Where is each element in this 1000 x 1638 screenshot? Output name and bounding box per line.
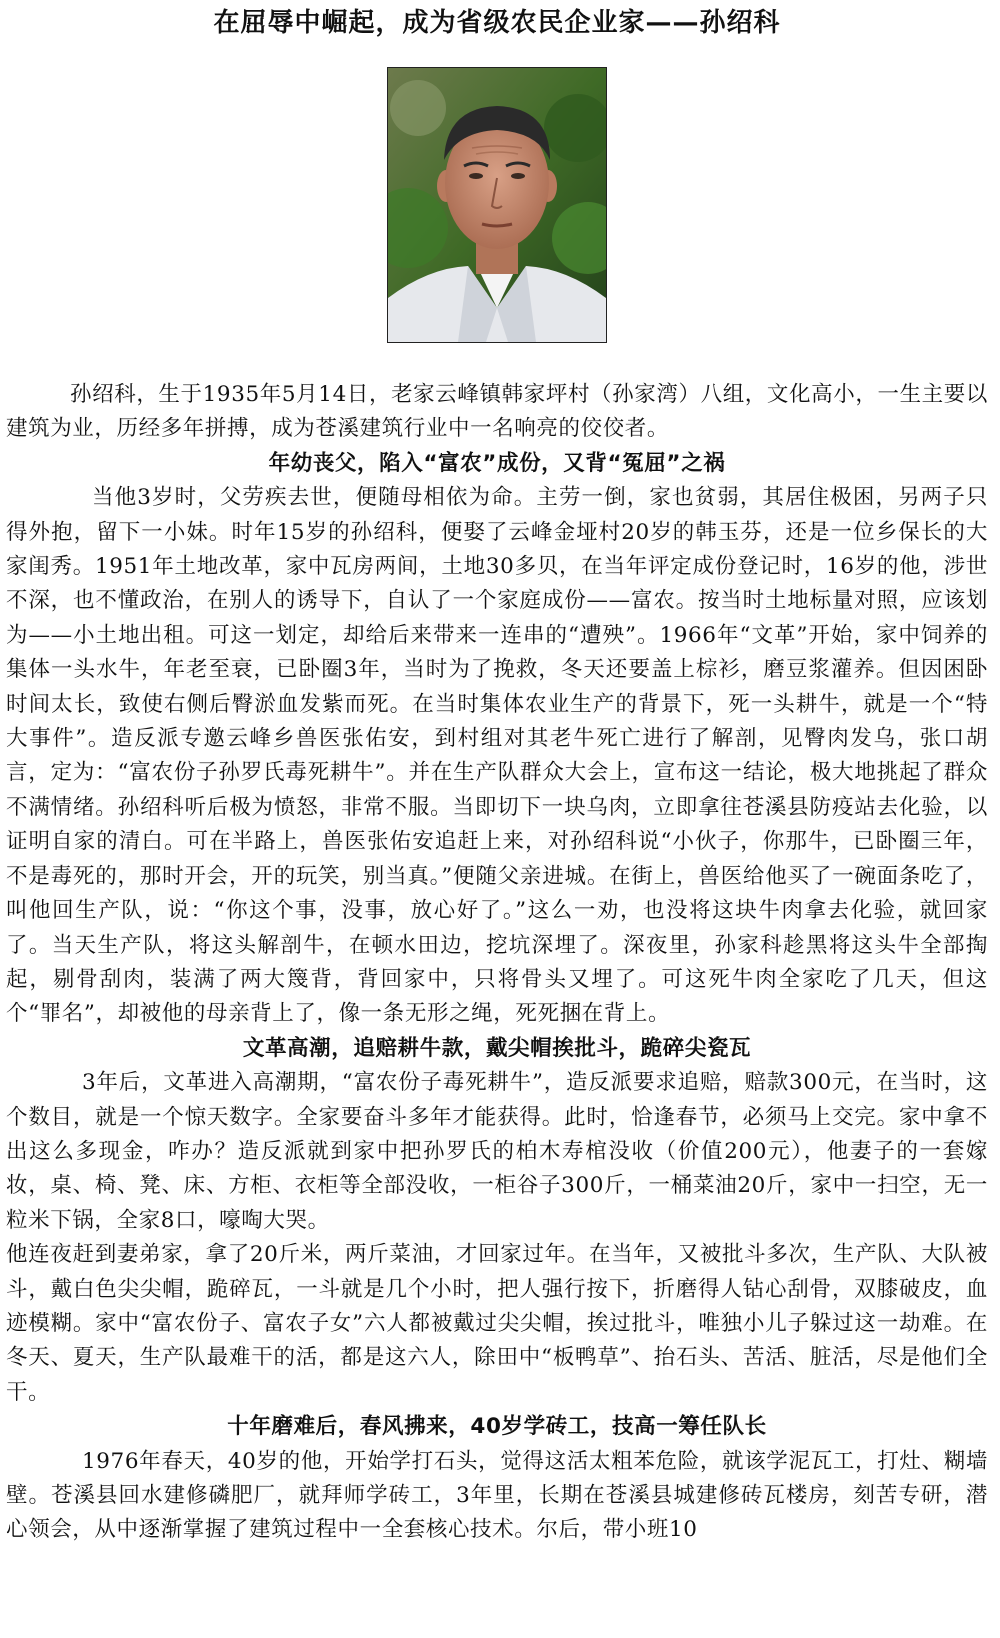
article-body [6, 378, 988, 1548]
section-heading: 文革高潮，追赔耕牛款，戴尖帽挨批斗，跪碎尖瓷瓦 [242, 1035, 752, 1061]
section-heading: 十年磨难后，春风拂来，40岁学砖工，技高一筹任队长 [227, 1414, 767, 1440]
section-paragraph: 当他3岁时，父劳疾去世，便随母相依为命。主劳一倒，家也贫弱，其居住极困，另两子只得外抱，留下一小妹。时年15岁的孙绍科，便娶了云峰金垭村20岁的韩玉芬，还是一位乡保长的大家闺秀。1951年土地改革，家中瓦房两间，土地30多贝，在当年评定成份登记时，16岁的他，涉世不深，也不懂政治，在别人的诱导下，自认了一个家庭成份——富农。按当时土地标量对照，应该划为——小土地出租。可这一划定，却给后来带来一连串的“遭殃”。1966年“文革”开始，家中饲养的集体一头水牛，年老至衰，已卧圈3年，当时为了挽救，冬天还要盖上棕衫，磨豆浆灌养。但因困卧时间太长，致使右侧后臀淤血发紫而死。在当时集体农业生产的背景下，死一头耕牛，就是一个“特大事件”。造反派专邀云峰乡兽医张佑安，到村组对其老牛死亡进行了解剖，见臀肉发乌，张口胡言，定为：“富农份子孙罗氏毒死耕牛”。并在生产队群众大会上，宣布这一结论，极大地挑起了群众不满情绪。孙绍科听后极为愤怒，非常不服。当即切下一块乌肉，立即拿往苍溪县防疫站去化验，以证明自家的清白。可在半路上，兽医张佑安追赶上来，对孙绍科说“小伙子，你那牛，已卧圈三年，不是毒死的，那时开会，开的玩笑，别当真。”便随父亲进城。在街上，兽医给他买了一碗面条吃了，叫他回生产队，说：“你这个事，没事，放心好了。”这么一劝，也没将这块牛肉拿去化验，就回家了。当天生产队，将这头解剖牛，在顿水田边，挖坑深埋了。深夜里，孙家科趁黑将这头牛全部掏起，剔骨刮肉，装满了两大篾背，背回家中，只将骨头又埋了。可这死牛肉全家吃了几天，但这个“罪名”，却被他的母亲背上了，像一条无形之绳，死死捆在背上。 [6, 485, 988, 1027]
section-paragraph: 3年后，文革进入高潮期，“富农份子毒死耕牛”，造反派要求追赔，赔款300元，在当时，这个数目，就是一个惊天数字。全家要奋斗多年才能获得。此时，恰逢春节，必须马上交完。家中拿不出这么多现金，咋办？造反派就到家中把孙罗氏的柏木寿棺没收（价值200元），他妻子的一套嫁妆，桌、椅、凳、床、方柜、衣柜等全部没收，一柜谷子300斤，一桶菜油20斤，家中一扫空，无一粒米下锅，全家8口，嚎啕大哭。 [6, 1070, 988, 1233]
portrait-photo [388, 68, 606, 342]
section-heading: 年幼丧父，陷入“富农”成份，又背“冤屈”之祸 [268, 450, 726, 476]
section-paragraph: 他连夜赶到妻弟家，拿了20斤米，两斤菜油，才回家过年。在当年，又被批斗多次，生产队、大队被斗，戴白色尖尖帽，跪碎瓦，一斗就是几个小时，把人强行按下，折磨得人钻心刮骨，双膝破皮，血迹模糊。家中“富农份子、富农子女”六人都被戴过尖尖帽，挨过批斗，唯独小儿子躲过这一劫难。在冬天、夏天，生产队最难干的活，都是这六人，除田中“板鸭草”、抬石头、苦活、脏活，尽是他们全干。 [6, 1242, 988, 1405]
article-title: 在屈辱中崛起，成为省级农民企业家——孙绍科 [213, 8, 781, 38]
document-page [0, 6, 1000, 1638]
intro-paragraph: 孙绍科，生于1935年5月14日，老家云峰镇韩家坪村（孙家湾）八组，文化高小，一生主要以建筑为业，历经多年拼搏，成为苍溪建筑行业中一名响亮的佼佼者。 [6, 382, 988, 442]
portrait-illustration [388, 68, 606, 342]
section-paragraph: 1976年春天，40岁的他，开始学打石头，觉得这活太粗苯危险，就该学泥瓦工，打灶、糊墙壁。苍溪县回水建修磷肥厂，就拜师学砖工，3年里，长期在苍溪县城建修砖瓦楼房，刻苦专研，潜心领会，从中逐渐掌握了建筑过程中一全套核心技术。尔后，带小班10 [6, 1448, 988, 1543]
